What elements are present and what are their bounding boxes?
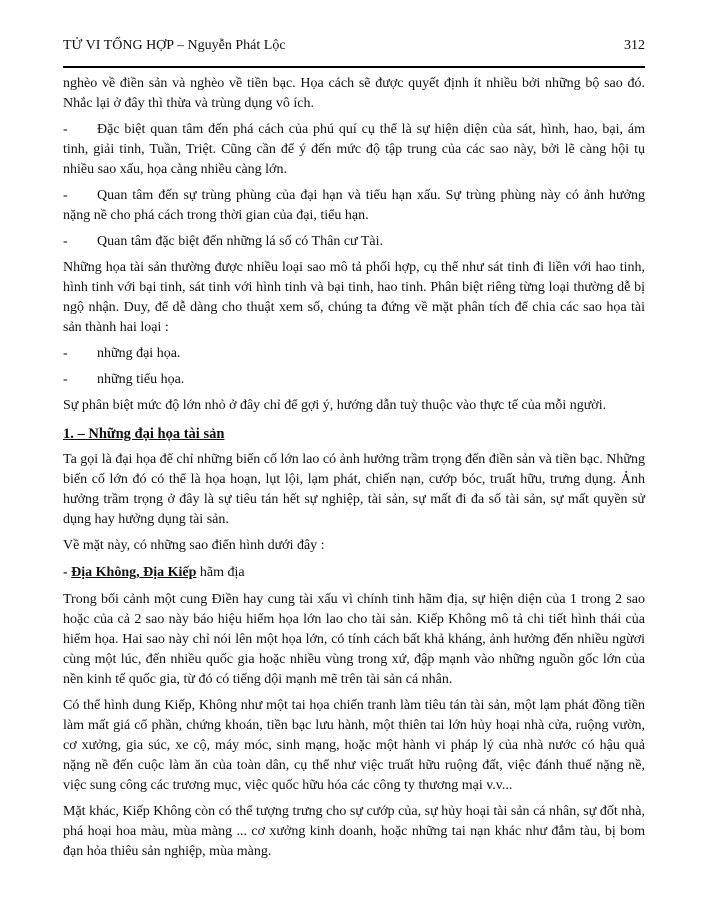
bullet-text: những đại họa. [97,346,181,361]
paragraph-exemplar-lead: Về mặt này, có những sao điển hình dưới đây : [63,538,325,553]
bullet-item-tieu-hoa [63,370,645,390]
entry-dash: - [63,565,68,580]
bullet-dash: - [63,372,68,387]
bullet-dash: - [63,234,68,249]
bullet-dash: - [63,188,68,203]
bullet-text: Quan tâm đến sự trùng phùng của đại hạn và tiểu hạn xấu. Sự trùng phùng này có ảnh hưởng nặng nề cho phá cách trong thời gian của đại, tiểu hạn. [63,188,645,223]
page-body [63,74,645,862]
star-entry-dia-khong-dia-kiep [63,563,645,583]
paragraph-types: Những họa tài sản thường được nhiều loại sao mô tả phối hợp, cụ thể như sát tinh đi liền với hao tinh, hình tinh với bại tinh, sát tinh với hình tinh và bại tinh, hao tinh. Phân biệt riêng từng loại thường dễ bị ngộ nhận. Duy, để dễ dàng cho thuật xem số, chúng ta đứng về mặt phân tích để chia các sao họa tài sản thành hai loại : [63,260,645,335]
bullet-text: những tiểu họa. [97,372,185,387]
running-title: TỬ VI TỔNG HỢP – Nguyễn Phát Lộc [63,38,286,53]
paragraph-intro: nghèo về điền sản và nghèo về tiền bạc. Họa cách sẽ được quyết định ít nhiều bởi những bộ sao đó. Nhắc lại ở đây thì thừa và trùng dụng vô ích. [63,76,645,111]
paragraph-imagine: Có thể hình dung Kiếp, Không như một tai họa chiến tranh làm tiêu tán tài sản, một lạm phát đồng tiền làm mất giá cổ phần, chứng khoán, tiền bạc lưu hành, một thiên tai lớn hủy hoại nhà cửa, ruộng vườn, cơ xưởng, gia súc, xe cộ, máy móc, sinh mạng, hoặc một hành vi pháp lý của nhà nước có hậu quả nặng nề đến cuộc làm ăn của toàn dân, cụ thể như việc truất hữu ruộng đất, việc đánh thuế nặng nề, việc sung công các trương mục, việc quốc hữu hóa các công ty thương mại v.v... [63,698,645,793]
star-condition: hãm địa [199,565,245,580]
header-divider [63,66,645,68]
star-names: Địa Không, Địa Kiếp [71,565,197,580]
bullet-dash: - [63,122,68,137]
paragraph-other-meaning: Mặt khác, Kiếp Không còn có thể tượng trưng cho sự cướp của, sự hủy hoại tài sản cá nhân, sự đốt nhà, phá hoại hoa màu, mùa màng ... cơ xưởng kinh doanh, hoặc những tai nạn khác như đắm tàu, bị bom đạn hỏa thiêu sản nghiệp, mùa màng. [63,804,645,859]
paragraph-note: Sự phân biệt mức độ lớn nhỏ ở đây chỉ để gợi ý, hướng dẫn tuỳ thuộc vào thực tế của mỗi người. [63,398,607,413]
section-heading: 1. – Những đại họa tài sản [63,426,225,442]
bullet-item-dai-hoa [63,344,645,364]
paragraph-context: Trong bối cảnh một cung Điền hay cung tài xấu vì chính tinh hãm địa, sự hiện diện của 1 trong 2 sao hoặc của cả 2 sao này báo hiệu hiểm họa lớn lao cho tài sản. Kiếp Không mô tả chi tiết hình thái của hiểm họa. Hai sao này chỉ nói lên một họa lớn, có tính cách bất khả kháng, ảnh hưởng đến nhiều ngừơi cùng một lúc, đến nhiều quốc gia hoặc nhiều vùng trong xứ, đập mạnh vào những nguồn gốc lớn của nền kinh tế quốc gia, từ đó có tiếng dội mạnh mẽ trên tài sản cá nhân. [63,592,645,687]
bullet-text: Đặc biệt quan tâm đến phá cách của phú quí cụ thể là sự hiện diện của sát, hình, hao, bại, ám tinh, giải tinh, Tuần, Triệt. Cũng cần để ý đến mức độ tập trung của các sao này, bởi lẽ càng hội tụ nhiều sao xấu, họa càng nhiều càng lớn. [63,122,645,177]
paragraph-dai-hoa-definition: Ta gọi là đại họa để chỉ những biến cố lớn lao có ảnh hưởng trầm trọng đến điền sản và tiền bạc. Những biến cố lớn đó có thể là họa hoạn, lụt lội, lạm phát, chiến nạn, cướp bóc, truất hữu, trưng dụng. Ảnh hưởng trầm trọng ở đây là sự tiêu tán hết sự nghiệp, tài sản, sự mất đi đa số tài sản, sự mất quyền sử dụng hay hưởng dụng tài sản. [63,452,645,527]
page-header [63,36,645,56]
bullet-dash: - [63,346,68,361]
page-number: 312 [624,38,645,53]
bullet-item-than-cu-tai [63,232,645,252]
bullet-text: Quan tâm đặc biệt đến những lá số có Thân cư Tài. [97,234,384,249]
bullet-item-pha-cach [63,120,645,180]
bullet-item-trung-phung [63,186,645,226]
